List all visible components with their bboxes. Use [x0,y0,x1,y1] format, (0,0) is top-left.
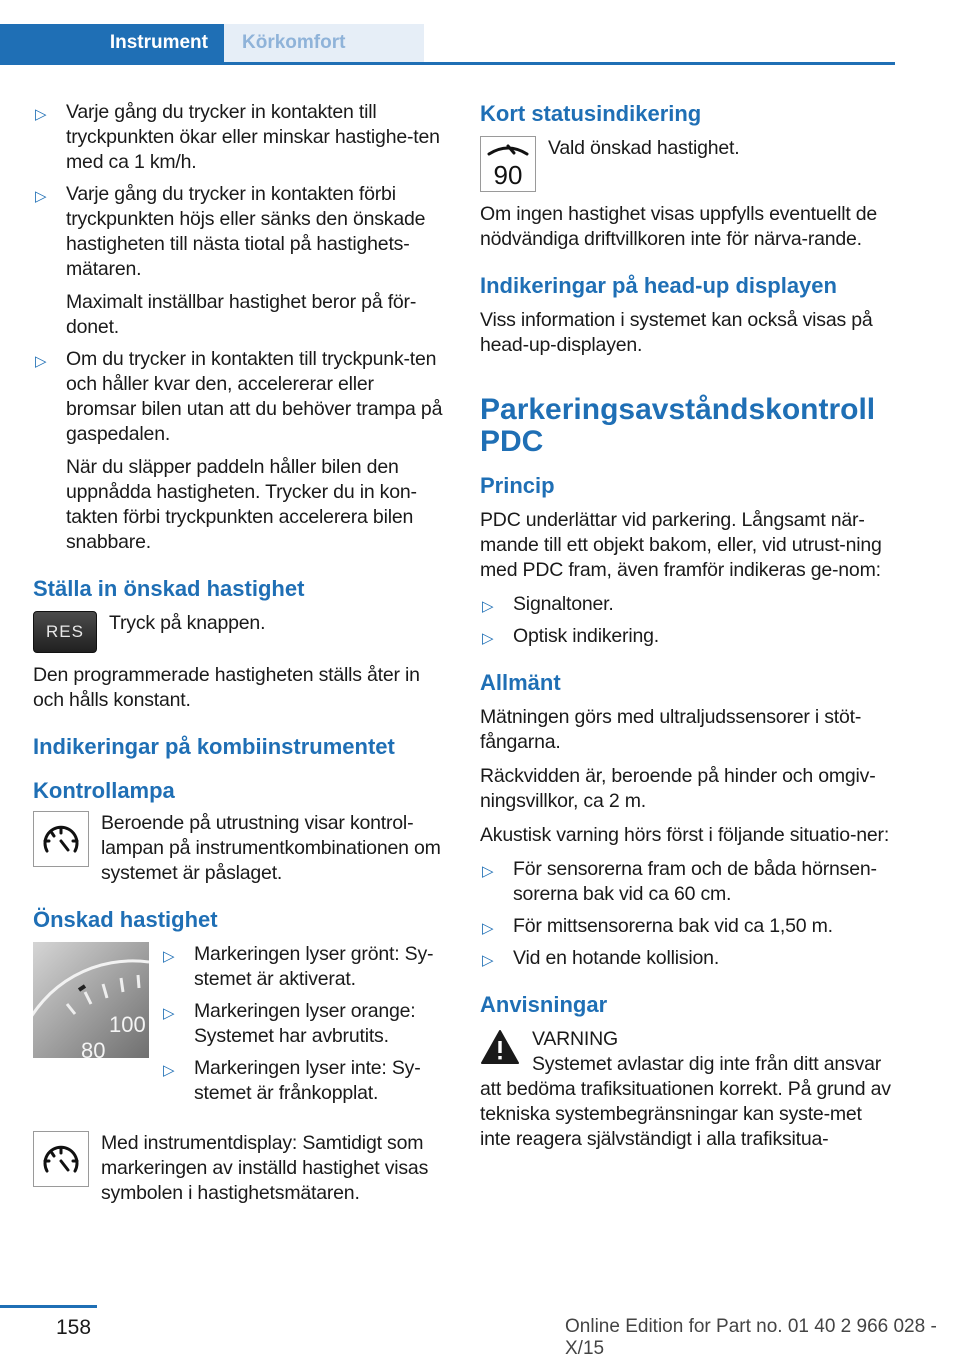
bullet-triangle-icon: ▷ [482,863,494,880]
list-item-text: Signaltoner. [513,593,614,615]
tab-korkomfort[interactable]: Körkomfort [224,24,424,62]
general-paragraph-2: Räckvidden är, beroende på hinder och omgiv-ningsvillkor, ca 2 m. [480,765,876,812]
list-item-text: Vid en hotande kollision. [513,947,720,969]
general-list [480,857,896,971]
bullet-triangle-icon: ▷ [35,188,47,205]
status-speed-icon [480,136,536,192]
page-number: 158 [56,1316,92,1339]
list-item [161,1056,445,1106]
adjust-speed-list [33,100,445,555]
bullet-triangle-icon: ▷ [163,948,175,965]
bullet-triangle-icon: ▷ [163,1005,175,1022]
list-item [161,942,445,992]
heading-short-status: Kort statusindikering [480,101,702,126]
list-item-text: Varje gång du trycker in kontakten förbi tryckpunkten höjs eller sänks den önskade hastigheten till nästa tiotal på hastighets-mätaren. [66,183,426,280]
res-paragraph: Den programmerade hastigheten ställs åter in och hålls konstant. [33,664,420,711]
list-item-text: Optisk indikering. [513,625,659,647]
general-paragraph-1: Mätningen görs med ultraljudssensorer i stöt-fångarna. [480,706,862,753]
heading-principle: Princip [480,473,555,498]
list-item-text: Markeringen lyser inte: Sy-stemet är frånkopplat. [194,1057,421,1104]
warning-title: VARNING [532,1028,618,1050]
right-column [480,100,896,1161]
short-status-row [480,136,896,192]
status-speed-value: 90 [493,160,523,188]
list-item-text: Varje gång du trycker in kontakten till tryckpunkten ökar eller minskar hastighe-ten med ca 1 km/h. [66,101,440,173]
list-item-subtext: När du släpper paddeln håller bilen den uppnådda hastigheten. Trycker du in kon-takten förbi tryckpunkten accelerera bilen snabbare. [66,456,417,553]
control-lamp-row [33,811,445,886]
list-item [480,592,896,617]
res-instruction: Tryck på knappen. [109,612,266,634]
list-item [480,946,896,971]
bullet-triangle-icon: ▷ [482,630,494,647]
principle-paragraph: PDC underlättar vid parkering. Långsamt när-mande till ett objekt bakom, eller, vid utrust-ning med PDC fram, även framför indikeras ge-nom: [480,509,882,581]
speedometer-gauge-icon [33,942,149,1063]
list-item [33,347,445,555]
heading-hud: Indikeringar på head-up displayen [480,273,837,298]
list-item-subtext: Maximalt inställbar hastighet beror på för-donet. [66,291,417,338]
list-item-text: För sensorerna fram och de båda hörnsen-sorerna bak vid ca 60 cm. [513,858,877,905]
heading-pdc: Parkeringsavståndskontroll PDC [480,393,876,458]
short-status-paragraph: Om ingen hastighet visas uppfylls eventuellt de nödvändiga driftvillkoren inte för närva-rande. [480,203,878,250]
warning-text: Systemet avlastar dig inte från ditt ansvar att bedöma trafiksituationen korrekt. På grund av tekniska systembegränsningar kan syste-met inte reagera självständigt i alla trafiksitua- [480,1053,891,1150]
res-row [33,611,445,653]
gauge-label-100: 100 [109,1012,146,1037]
bullet-triangle-icon: ▷ [482,598,494,615]
bullet-triangle-icon: ▷ [482,920,494,937]
bullet-triangle-icon: ▷ [163,1062,175,1079]
edition-footer: Online Edition for Part no. 01 40 2 966 028 - X/15 [565,1316,937,1359]
heading-notes: Anvisningar [480,992,608,1017]
hud-paragraph: Viss information i systemet kan också visas på head-up-displayen. [480,309,873,356]
control-lamp-text: Beroende på utrustning visar kontrol-lampan på instrumentkombinationen om systemet är påslaget. [101,812,441,884]
chapter-tab-bar [0,24,895,65]
list-item-text: För mittsensorerna bak vid ca 1,50 m. [513,915,833,937]
left-column [33,100,445,1216]
res-button-icon [33,611,97,653]
instrument-display-row [33,1131,445,1206]
desired-speed-list [161,942,445,1113]
list-item-text: Om du trycker in kontakten till tryckpunk-ten och håller kvar den, accelererar eller bromsar bilen utan att du behöver trampa på gaspedalen. [66,348,443,445]
cruise-control-icon [33,1131,89,1187]
list-item [33,182,445,340]
warning-block [480,1027,896,1152]
bullet-triangle-icon: ▷ [35,353,47,370]
heading-desired-speed: Önskad hastighet [33,907,218,932]
list-item [161,999,445,1049]
cruise-control-icon [33,811,89,867]
instrument-display-text: Med instrumentdisplay: Samtidigt som markeringen av inställd hastighet visas symbolen i hastighetsmätaren. [101,1132,429,1204]
warning-triangle-icon [480,1029,520,1070]
tab-instrument[interactable]: Instrument [0,24,224,62]
short-status-text: Vald önskad hastighet. [548,137,740,159]
bullet-triangle-icon: ▷ [482,952,494,969]
list-item-text: Markeringen lyser orange: Systemet har avbrutits. [194,1000,416,1047]
list-item-text: Markeringen lyser grönt: Sy-stemet är aktiverat. [194,943,434,990]
heading-indications: Indikeringar på kombiinstrumentet [33,734,395,759]
list-item [33,100,445,175]
list-item [480,857,896,907]
heading-set-speed: Ställa in önskad hastighet [33,576,305,601]
bullet-triangle-icon: ▷ [35,106,47,123]
heading-control-lamp: Kontrollampa [33,778,175,803]
heading-general: Allmänt [480,670,561,695]
res-button-label: RES [33,611,97,653]
list-item [480,624,896,649]
gauge-label-80: 80 [81,1038,106,1058]
page-number-bar [0,1305,97,1308]
principle-list [480,592,896,649]
general-paragraph-3: Akustisk varning hörs först i följande situatio-ner: [480,824,890,846]
desired-speed-row [33,942,445,1113]
list-item [480,914,896,939]
